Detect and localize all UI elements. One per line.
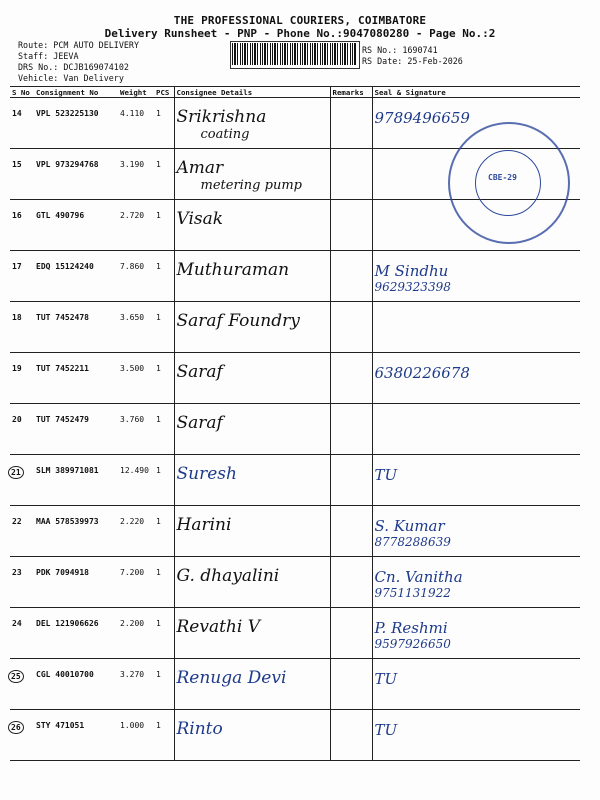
- sno-value: 23: [12, 568, 22, 577]
- cell-pcs: 1: [154, 98, 174, 149]
- consignee-handwriting: Amar: [176, 158, 224, 178]
- consignee-handwriting: Saraf: [176, 413, 223, 433]
- signature-handwriting: S. Kumar: [374, 517, 445, 535]
- cell-consignee: [174, 251, 330, 302]
- table-row: [10, 710, 580, 761]
- consignee-handwriting: Saraf Foundry: [176, 311, 300, 331]
- page-title: THE PROFESSIONAL COURIERS, COIMBATORE: [173, 14, 427, 27]
- cell-signature: [372, 659, 580, 710]
- table-row: [10, 557, 580, 608]
- signature-phone: 8778288639: [374, 535, 451, 549]
- sno-value: 24: [12, 619, 22, 628]
- cell-weight: 7.200: [118, 557, 154, 608]
- cell-weight: 1.000: [118, 710, 154, 761]
- consignee-handwriting: Renuga Devi: [176, 668, 287, 688]
- cell-remarks: [330, 98, 372, 149]
- sno-value: 18: [12, 313, 22, 322]
- cell-sno: [10, 353, 34, 404]
- cell-pcs: 1: [154, 251, 174, 302]
- rs-number: RS No.: 1690741: [362, 45, 438, 55]
- signature-handwriting: P. Reshmi: [374, 619, 448, 637]
- table-row: [10, 659, 580, 710]
- cell-consignment: PDK 7094918: [34, 557, 118, 608]
- cell-signature: [372, 455, 580, 506]
- cell-signature: [372, 557, 580, 608]
- consignee-handwriting: Rinto: [176, 719, 223, 739]
- cell-pcs: 1: [154, 455, 174, 506]
- cell-weight: 3.270: [118, 659, 154, 710]
- cell-consignee: [174, 608, 330, 659]
- cell-pcs: 1: [154, 302, 174, 353]
- signature-handwriting: M Sindhu: [374, 262, 449, 280]
- cell-signature: [372, 353, 580, 404]
- cell-consignee: [174, 200, 330, 251]
- cell-consignee: [174, 710, 330, 761]
- sno-value: 16: [12, 211, 22, 220]
- cell-consignee: [174, 149, 330, 200]
- cell-pcs: 1: [154, 353, 174, 404]
- cell-consignee: [174, 302, 330, 353]
- sno-value: 14: [12, 109, 22, 118]
- cell-consignment: VPL 973294768: [34, 149, 118, 200]
- cell-remarks: [330, 557, 372, 608]
- cell-pcs: 1: [154, 608, 174, 659]
- cell-consignment: EDQ 15124240: [34, 251, 118, 302]
- cell-sno: [10, 506, 34, 557]
- cell-pcs: 1: [154, 557, 174, 608]
- cell-weight: 12.490: [118, 455, 154, 506]
- signature-handwriting: TU: [374, 466, 398, 484]
- rs-date: RS Date: 25-Feb-2026: [362, 56, 463, 66]
- table-row: [10, 506, 580, 557]
- cell-sno: [10, 608, 34, 659]
- cell-weight: 7.860: [118, 251, 154, 302]
- cell-signature: [372, 710, 580, 761]
- cell-pcs: 1: [154, 506, 174, 557]
- signature-handwriting: TU: [374, 721, 398, 739]
- cell-weight: 3.190: [118, 149, 154, 200]
- cell-consignment: STY 471051: [34, 710, 118, 761]
- col-seal-signature: Seal & Signature: [372, 87, 580, 98]
- col-consignee: Consignee Details: [174, 87, 330, 98]
- cell-consignment: VPL 523225130: [34, 98, 118, 149]
- signature-phone: 9629323398: [374, 280, 451, 294]
- cell-remarks: [330, 455, 372, 506]
- circled-sno: 21: [8, 466, 24, 479]
- consignee-handwriting: Revathi V: [176, 617, 260, 637]
- cell-remarks: [330, 608, 372, 659]
- cell-sno: [10, 557, 34, 608]
- consignee-handwriting-line2: coating: [200, 127, 250, 142]
- company-stamp-inner: [475, 150, 541, 216]
- cell-remarks: [330, 251, 372, 302]
- signature-phone: 9597926650: [374, 637, 451, 651]
- cell-signature: [372, 251, 580, 302]
- cell-remarks: [330, 404, 372, 455]
- cell-pcs: 1: [154, 149, 174, 200]
- table-header: [10, 87, 580, 98]
- cell-consignee: [174, 659, 330, 710]
- cell-signature: [372, 302, 580, 353]
- table-row: [10, 302, 580, 353]
- cell-sno: [10, 251, 34, 302]
- page-subtitle: Delivery Runsheet - PNP - Phone No.:9047080280 - Page No.:2: [104, 27, 496, 40]
- cell-remarks: [330, 200, 372, 251]
- cell-weight: 2.200: [118, 608, 154, 659]
- cell-consignee: [174, 557, 330, 608]
- drs-number: DRS No.: DCJB169074102: [18, 62, 129, 72]
- table-row: [10, 608, 580, 659]
- cell-remarks: [330, 659, 372, 710]
- cell-consignee: [174, 506, 330, 557]
- signature-handwriting: Cn. Vanitha: [374, 568, 463, 586]
- cell-pcs: 1: [154, 659, 174, 710]
- cell-sno: [10, 659, 34, 710]
- col-weight: Weight: [118, 87, 154, 98]
- circled-sno: 26: [8, 721, 24, 734]
- cell-consignee: [174, 98, 330, 149]
- sno-value: 20: [12, 415, 22, 424]
- cell-consignment: TUT 7452479: [34, 404, 118, 455]
- cell-sno: [10, 455, 34, 506]
- cell-sno: [10, 149, 34, 200]
- col-sno: S No: [10, 87, 34, 98]
- cell-consignment: MAA 578539973: [34, 506, 118, 557]
- cell-signature: [372, 506, 580, 557]
- cell-consignee: [174, 353, 330, 404]
- cell-consignee: [174, 455, 330, 506]
- cell-sno: [10, 98, 34, 149]
- col-remarks: Remarks: [330, 87, 372, 98]
- cell-consignment: DEL 121906626: [34, 608, 118, 659]
- stamp-code: CBE-29: [488, 173, 517, 182]
- sno-value: 19: [12, 364, 22, 373]
- signature-phone: 9751131922: [374, 586, 451, 600]
- cell-consignee: [174, 404, 330, 455]
- consignee-handwriting: Visak: [176, 209, 224, 229]
- cell-sno: [10, 710, 34, 761]
- cell-consignment: CGL 40010700: [34, 659, 118, 710]
- cell-sno: [10, 302, 34, 353]
- cell-sno: [10, 200, 34, 251]
- consignee-handwriting-line2: metering pump: [200, 178, 302, 193]
- signature-handwriting: 9789496659: [374, 109, 470, 127]
- col-pcs: PCS: [154, 87, 174, 98]
- cell-weight: 3.760: [118, 404, 154, 455]
- cell-pcs: 1: [154, 710, 174, 761]
- consignee-handwriting: G. dhayalini: [176, 566, 280, 586]
- consignee-handwriting: Muthuraman: [176, 260, 290, 280]
- signature-handwriting: 6380226678: [374, 364, 470, 382]
- cell-sno: [10, 404, 34, 455]
- sno-value: 22: [12, 517, 22, 526]
- consignee-handwriting: Saraf: [176, 362, 223, 382]
- consignee-handwriting: Srikrishna: [176, 107, 267, 127]
- cell-weight: 3.500: [118, 353, 154, 404]
- consignee-handwriting: Harini: [176, 515, 232, 535]
- cell-weight: 2.720: [118, 200, 154, 251]
- cell-weight: 2.220: [118, 506, 154, 557]
- cell-remarks: [330, 353, 372, 404]
- signature-handwriting: TU: [374, 670, 398, 688]
- cell-consignment: TUT 7452211: [34, 353, 118, 404]
- cell-pcs: 1: [154, 200, 174, 251]
- barcode: [232, 43, 356, 65]
- cell-remarks: [330, 506, 372, 557]
- table-row: [10, 404, 580, 455]
- cell-weight: 4.110: [118, 98, 154, 149]
- col-consignment: Consignment No: [34, 87, 118, 98]
- cell-remarks: [330, 302, 372, 353]
- cell-pcs: 1: [154, 404, 174, 455]
- table-row: [10, 455, 580, 506]
- cell-weight: 3.650: [118, 302, 154, 353]
- table-row: [10, 251, 580, 302]
- vehicle-label: Vehicle: Van Delivery: [18, 73, 124, 83]
- cell-consignment: TUT 7452478: [34, 302, 118, 353]
- staff-label: Staff: JEEVA: [18, 51, 79, 61]
- cell-consignment: GTL 490796: [34, 200, 118, 251]
- cell-remarks: [330, 710, 372, 761]
- consignee-handwriting: Suresh: [176, 464, 237, 484]
- cell-remarks: [330, 149, 372, 200]
- sno-value: 17: [12, 262, 22, 271]
- sno-value: 15: [12, 160, 22, 169]
- cell-signature: [372, 404, 580, 455]
- route-label: Route: PCM AUTO DELIVERY: [18, 40, 140, 50]
- circled-sno: 25: [8, 670, 24, 683]
- cell-signature: [372, 608, 580, 659]
- cell-consignment: SLM 389971081: [34, 455, 118, 506]
- table-row: [10, 353, 580, 404]
